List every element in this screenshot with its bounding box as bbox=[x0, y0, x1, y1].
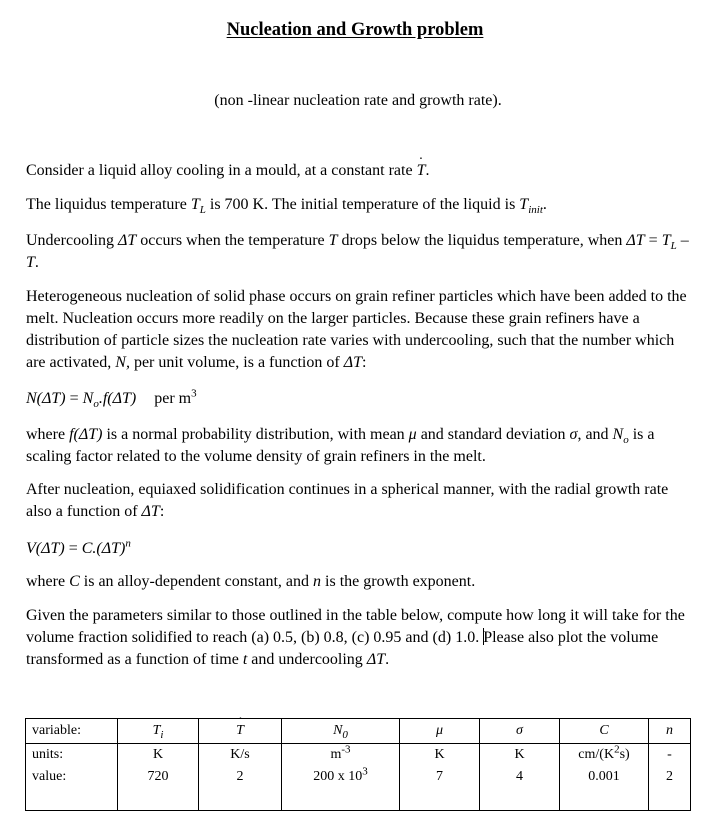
header-tdot: T · bbox=[199, 719, 282, 744]
paragraph-undercooling: Undercooling ΔT occurs when the temperature T drops below the liquidus temperature, when $\Delta T = T_L - T$. bbox=[26, 232, 689, 271]
page-subtitle: (non -linear nucleation rate and growth rate). bbox=[214, 92, 502, 109]
value-cell: 200 x $10^3$ bbox=[282, 766, 400, 788]
paragraph-distribution: where f(ΔT) is a normal probability distribution, with mean μ and standard deviation σ, and $N_o$ is a scaling factor related to the volume density of grain refiners in the melt. bbox=[26, 426, 655, 465]
paragraph-task: Given the parameters similar to those outlined in the table below, compute how long it will take for the volume fraction solidified to reach (a) 0.5, (b) 0.8, (c) 0.95 and (d) 1.0. Please also plot the volume transformed as a function of time t and undercooling ΔT. bbox=[26, 607, 685, 668]
paragraph-nucleation: Heterogeneous nucleation of solid phase occurs on grain refiner particles which have been added to the melt. Nucleation occurs more readily on the larger particles. Because these grain refiners have a distribution of particle sizes the nucleation rate varies with undercooling, such that the number which are activated, N, per unit volume, is a function of ΔT: bbox=[26, 288, 687, 371]
table-row-spacer bbox=[26, 788, 691, 811]
parameters-table bbox=[25, 718, 691, 811]
paragraph-growth: After nucleation, equiaxed solidification continues in a spherical manner, with the radial growth rate also a function of ΔT: bbox=[26, 481, 669, 520]
unit-cell: - bbox=[649, 744, 691, 767]
value-cell: 2 bbox=[649, 766, 691, 788]
header-c: C bbox=[560, 719, 649, 744]
header-n: n bbox=[649, 719, 691, 744]
row-label-value: value: bbox=[26, 766, 118, 788]
header-sigma: σ bbox=[480, 719, 560, 744]
value-cell: 720 bbox=[118, 766, 199, 788]
value-cell: 2 bbox=[199, 766, 282, 788]
table-row-variable bbox=[26, 719, 691, 744]
value-cell: 0.001 bbox=[560, 766, 649, 788]
row-label-units: units: bbox=[26, 744, 118, 767]
unit-cell: K bbox=[118, 744, 199, 767]
row-label-variable: variable: bbox=[26, 719, 118, 744]
paragraph-liquidus: The liquidus temperature $T_L$ is 700 K. The initial temperature of the liquid is $T_{init}$. bbox=[26, 196, 547, 217]
page-title: Nucleation and Growth problem bbox=[226, 20, 484, 40]
header-mu: μ bbox=[400, 719, 480, 744]
unit-cell: K bbox=[400, 744, 480, 767]
paragraph-cooling: Consider a liquid alloy cooling in a mould, at a constant rate T ·. bbox=[26, 160, 694, 182]
paragraph-constants: where C is an alloy-dependent constant, and n is the growth exponent. bbox=[26, 573, 476, 590]
unit-cell: K bbox=[480, 744, 560, 767]
unit-cell: $cm/(K^2s)$ bbox=[560, 744, 649, 767]
equation-growth: $V(\Delta T) = C.(\Delta T)^n$ bbox=[26, 537, 131, 557]
value-cell: 7 bbox=[400, 766, 480, 788]
value-cell: 4 bbox=[480, 766, 560, 788]
unit-cell: K/s bbox=[199, 744, 282, 767]
t-dot-symbol: T · bbox=[417, 160, 426, 182]
header-n0: $N_0$ bbox=[282, 719, 400, 744]
equation-nucleation: $N(\Delta T) = N_o.f(\Delta T)$ per $m^3$ bbox=[26, 387, 197, 411]
header-ti: $T_i$ bbox=[118, 719, 199, 744]
unit-cell: $m^{-3}$ bbox=[282, 744, 400, 767]
table-row-units bbox=[26, 744, 691, 767]
table-row-values bbox=[26, 766, 691, 788]
